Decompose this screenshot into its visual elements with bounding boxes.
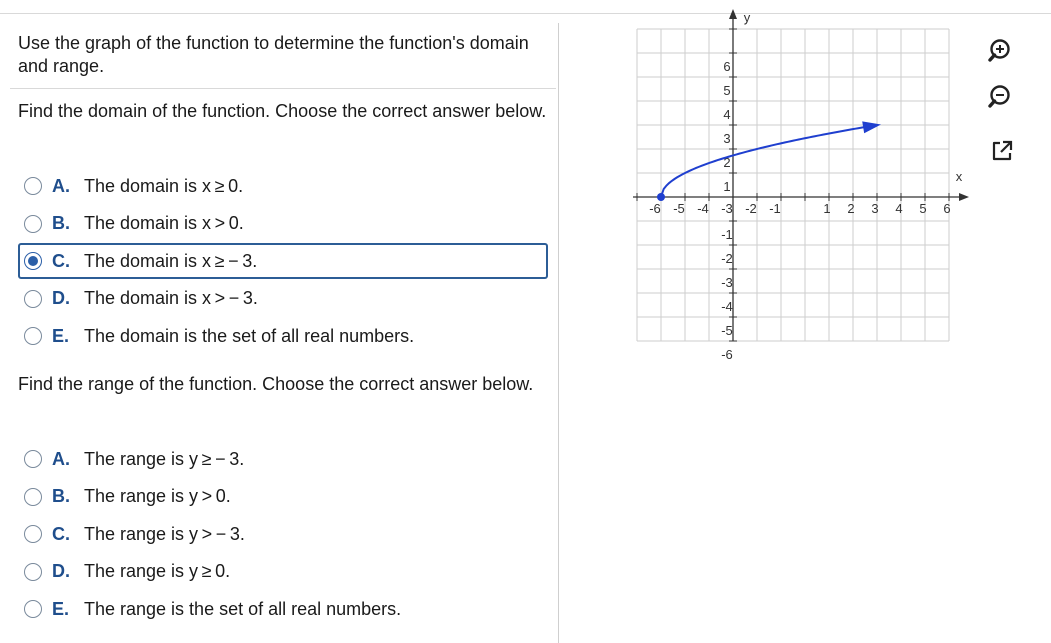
option-letter: B. (52, 486, 70, 506)
function-curve (657, 121, 881, 201)
option-text: The domain is x ≥ − 3. (84, 250, 258, 271)
option-letter: B. (52, 213, 70, 233)
popout-icon (990, 139, 1014, 163)
panel-divider (558, 23, 559, 643)
y-tick-label: -1 (721, 227, 733, 242)
domain-option[interactable] (18, 206, 548, 242)
x-tick-label: -2 (745, 201, 757, 216)
option-text: The domain is x > 0. (84, 213, 244, 233)
range-option[interactable] (18, 516, 548, 552)
zoom-in-button[interactable] (985, 36, 1015, 66)
x-tick-label: 6 (943, 201, 951, 216)
x-tick-label: -4 (697, 201, 709, 216)
radio-button[interactable] (24, 177, 42, 195)
radio-button[interactable] (24, 327, 42, 345)
y-tick-label: -5 (721, 323, 733, 338)
curve-path (661, 125, 877, 197)
radio-button[interactable] (24, 215, 42, 233)
option-letter: D. (52, 288, 70, 308)
radio-button[interactable] (24, 252, 42, 270)
option-text: The domain is x > − 3. (84, 288, 258, 308)
range-option[interactable] (18, 479, 548, 515)
popout-button[interactable] (987, 136, 1017, 166)
domain-option[interactable] (18, 168, 548, 204)
radio-button[interactable] (24, 488, 42, 506)
intro-divider (10, 88, 556, 89)
domain-prompt: Find the domain of the function. Choose the correct answer below. (18, 101, 547, 121)
x-tick-label: 4 (895, 201, 903, 216)
x-tick-label: -3 (721, 201, 733, 216)
domain-option[interactable] (18, 281, 548, 317)
radio-button[interactable] (24, 290, 42, 308)
function-graph (640, 10, 970, 362)
radio-selected-dot (28, 256, 38, 266)
y-tick-label: 2 (723, 155, 731, 170)
radio-button[interactable] (24, 563, 42, 581)
y-tick-label: 4 (723, 107, 731, 122)
option-text: The range is y > 0. (84, 486, 231, 506)
x-tick-label: 2 (847, 201, 855, 216)
graph-tick-labels (649, 10, 963, 362)
x-tick-label: 3 (871, 201, 879, 216)
option-letter: C. (52, 523, 70, 544)
x-tick-label: -5 (673, 201, 685, 216)
x-tick-label: -1 (769, 201, 781, 216)
y-tick-label: 5 (723, 83, 731, 98)
y-tick-label: -4 (721, 299, 733, 314)
y-tick-label: -3 (721, 275, 733, 290)
zoom-out-button[interactable] (985, 82, 1015, 112)
option-text: The domain is the set of all real numbers. (84, 325, 415, 346)
zoom-out-icon (987, 84, 1013, 110)
instructions: Use the graph of the function to determine the function's domain and range. (18, 33, 529, 76)
option-text: The range is y ≥ − 3. (84, 448, 245, 469)
y-tick-label: -6 (721, 347, 733, 362)
option-letter: D. (52, 561, 70, 581)
graph-axes (633, 9, 969, 341)
range-option[interactable] (18, 554, 548, 590)
range-prompt: Find the range of the function. Choose the correct answer below. (18, 374, 534, 394)
y-tick-label: 1 (723, 179, 731, 194)
x-axis-arrow (959, 193, 969, 201)
graph-grid (637, 29, 949, 341)
radio-button[interactable] (24, 525, 42, 543)
y-axis-arrow (729, 9, 737, 19)
x-tick-label: 1 (823, 201, 831, 216)
option-letter: C. (52, 250, 70, 271)
x-tick-label: 5 (919, 201, 927, 216)
domain-option[interactable] (18, 243, 548, 279)
domain-option[interactable] (18, 318, 548, 354)
x-axis-label: x (955, 169, 963, 184)
option-text: The domain is x ≥ 0. (84, 175, 244, 196)
zoom-in-icon (987, 38, 1013, 64)
option-letter: A. (52, 448, 70, 469)
y-tick-label: 3 (723, 131, 731, 146)
option-text: The range is y > − 3. (84, 523, 245, 544)
option-letter: A. (52, 175, 70, 196)
y-tick-label: 6 (723, 59, 731, 74)
range-option[interactable] (18, 441, 548, 477)
x-tick-label: -6 (649, 201, 661, 216)
option-text: The range is y ≥ 0. (84, 561, 231, 581)
y-tick-label: -2 (721, 251, 733, 266)
option-letter: E. (52, 325, 70, 346)
option-letter: E. (52, 598, 70, 619)
radio-button[interactable] (24, 450, 42, 468)
y-axis-label: y (743, 10, 751, 25)
option-text: The range is the set of all real numbers. (84, 598, 402, 619)
curve-start-point (657, 193, 665, 201)
range-option[interactable] (18, 591, 548, 627)
radio-button[interactable] (24, 600, 42, 618)
curve-arrowhead (862, 121, 881, 133)
